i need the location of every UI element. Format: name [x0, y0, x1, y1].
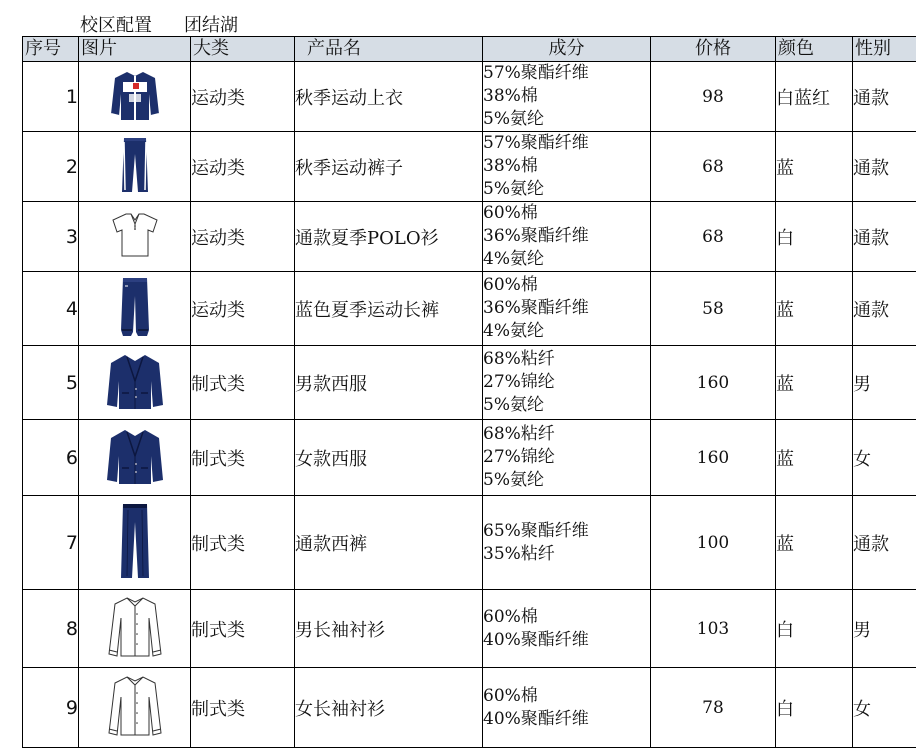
cell-price: 68 [651, 132, 776, 202]
cell-category: 制式类 [191, 590, 295, 668]
cell-composition [483, 62, 651, 132]
cell-category: 制式类 [191, 346, 295, 420]
cell-gender: 男 [853, 590, 916, 668]
cell-seq: 2 [23, 132, 79, 202]
cell-image [79, 420, 191, 496]
cell-category: 制式类 [191, 668, 295, 748]
composition-line: 60%棉 [483, 685, 650, 708]
composition-line: 27%锦纶 [483, 446, 650, 469]
table-row [23, 668, 916, 748]
cell-color: 白 [776, 668, 853, 748]
table-row [23, 202, 916, 272]
cell-color: 白 [776, 202, 853, 272]
composition-line: 57%聚酯纤维 [483, 132, 650, 155]
composition-line: 27%锦纶 [483, 371, 650, 394]
cell-price: 58 [651, 272, 776, 346]
cell-image [79, 62, 191, 132]
composition-line: 60%棉 [483, 606, 650, 629]
cell-product-name: 通款西裤 [295, 496, 483, 590]
cell-image [79, 272, 191, 346]
composition-line: 4%氨纶 [483, 320, 650, 343]
cell-color: 蓝 [776, 346, 853, 420]
cell-price: 100 [651, 496, 776, 590]
cell-color: 蓝 [776, 272, 853, 346]
sport-jacket-icon [109, 68, 161, 126]
dress-shirt-icon [105, 594, 165, 664]
cell-image [79, 202, 191, 272]
school-name: 团结湖 [184, 15, 238, 36]
cell-image [79, 346, 191, 420]
cell-product-name: 女长袖衬衫 [295, 668, 483, 748]
table-row [23, 132, 916, 202]
table-row [23, 420, 916, 496]
cell-composition [483, 202, 651, 272]
cell-composition [483, 590, 651, 668]
composition-line: 60%棉 [483, 274, 650, 297]
cell-category: 运动类 [191, 132, 295, 202]
cell-price: 98 [651, 62, 776, 132]
cell-gender: 女 [853, 420, 916, 496]
cell-composition [483, 420, 651, 496]
cell-price: 68 [651, 202, 776, 272]
cell-gender: 男 [853, 346, 916, 420]
cell-gender: 女 [853, 668, 916, 748]
header-color: 颜色 [776, 37, 853, 62]
composition-line: 35%粘纤 [483, 543, 650, 566]
cell-gender: 通款 [853, 496, 916, 590]
composition-line: 5%氨纶 [483, 178, 650, 201]
top-info [80, 11, 238, 37]
composition-line: 5%氨纶 [483, 469, 650, 492]
composition-line: 68%粘纤 [483, 348, 650, 371]
cell-color: 蓝 [776, 420, 853, 496]
cell-seq: 8 [23, 590, 79, 668]
cell-seq: 3 [23, 202, 79, 272]
composition-line: 40%聚酯纤维 [483, 708, 650, 731]
cell-composition [483, 496, 651, 590]
cell-seq: 4 [23, 272, 79, 346]
header-category: 大类 [191, 37, 295, 62]
composition-line: 40%聚酯纤维 [483, 629, 650, 652]
blazer-icon [105, 426, 165, 490]
cell-image [79, 668, 191, 748]
cell-seq: 6 [23, 420, 79, 496]
cell-product-name: 男款西服 [295, 346, 483, 420]
table-row [23, 346, 916, 420]
composition-line: 38%棉 [483, 85, 650, 108]
cell-product-name: 女款西服 [295, 420, 483, 496]
composition-line: 4%氨纶 [483, 248, 650, 271]
cell-composition [483, 346, 651, 420]
cell-price: 160 [651, 420, 776, 496]
cell-category: 运动类 [191, 272, 295, 346]
cell-category: 运动类 [191, 202, 295, 272]
cell-gender: 通款 [853, 62, 916, 132]
cell-composition [483, 668, 651, 748]
cell-category: 制式类 [191, 496, 295, 590]
table-row [23, 62, 916, 132]
composition-line: 38%棉 [483, 155, 650, 178]
composition-line: 36%聚酯纤维 [483, 225, 650, 248]
cell-image [79, 132, 191, 202]
sport-pants-icon [120, 136, 150, 198]
composition-line: 65%聚酯纤维 [483, 520, 650, 543]
cell-seq: 7 [23, 496, 79, 590]
composition-line: 68%粘纤 [483, 423, 650, 446]
cell-composition [483, 272, 651, 346]
table-row [23, 272, 916, 346]
table-row [23, 496, 916, 590]
cell-image [79, 590, 191, 668]
cell-seq: 1 [23, 62, 79, 132]
polo-shirt-icon [109, 210, 161, 264]
header-row [23, 37, 916, 62]
composition-line: 57%聚酯纤维 [483, 62, 650, 85]
cell-product-name: 蓝色夏季运动长裤 [295, 272, 483, 346]
cell-price: 160 [651, 346, 776, 420]
cell-gender: 通款 [853, 202, 916, 272]
header-name: 产品名 [295, 37, 483, 62]
composition-line: 36%聚酯纤维 [483, 297, 650, 320]
header-price: 价格 [651, 37, 776, 62]
cell-gender: 通款 [853, 132, 916, 202]
cell-image [79, 496, 191, 590]
uniform-table [22, 36, 916, 748]
cell-color: 蓝 [776, 496, 853, 590]
cell-color: 白 [776, 590, 853, 668]
cell-seq: 9 [23, 668, 79, 748]
header-gender: 性别 [853, 37, 916, 62]
header-image: 图片 [79, 37, 191, 62]
cell-product-name: 秋季运动上衣 [295, 62, 483, 132]
jogger-pants-icon [119, 276, 151, 342]
cell-color: 蓝 [776, 132, 853, 202]
table-row [23, 590, 916, 668]
dress-shirt-icon [105, 673, 165, 743]
cell-color: 白蓝红 [776, 62, 853, 132]
config-label: 校区配置 [80, 15, 152, 36]
cell-composition [483, 132, 651, 202]
header-composition: 成分 [483, 37, 651, 62]
composition-line: 5%氨纶 [483, 108, 650, 131]
header-seq: 序号 [23, 37, 79, 62]
cell-product-name: 通款夏季POLO衫 [295, 202, 483, 272]
trousers-icon [118, 502, 152, 584]
cell-product-name: 秋季运动裤子 [295, 132, 483, 202]
cell-category: 运动类 [191, 62, 295, 132]
table-body [23, 62, 916, 748]
cell-product-name: 男长袖衬衫 [295, 590, 483, 668]
cell-price: 78 [651, 668, 776, 748]
blazer-icon [105, 351, 165, 415]
composition-line: 5%氨纶 [483, 394, 650, 417]
cell-gender: 通款 [853, 272, 916, 346]
cell-category: 制式类 [191, 420, 295, 496]
cell-price: 103 [651, 590, 776, 668]
cell-seq: 5 [23, 346, 79, 420]
composition-line: 60%棉 [483, 202, 650, 225]
